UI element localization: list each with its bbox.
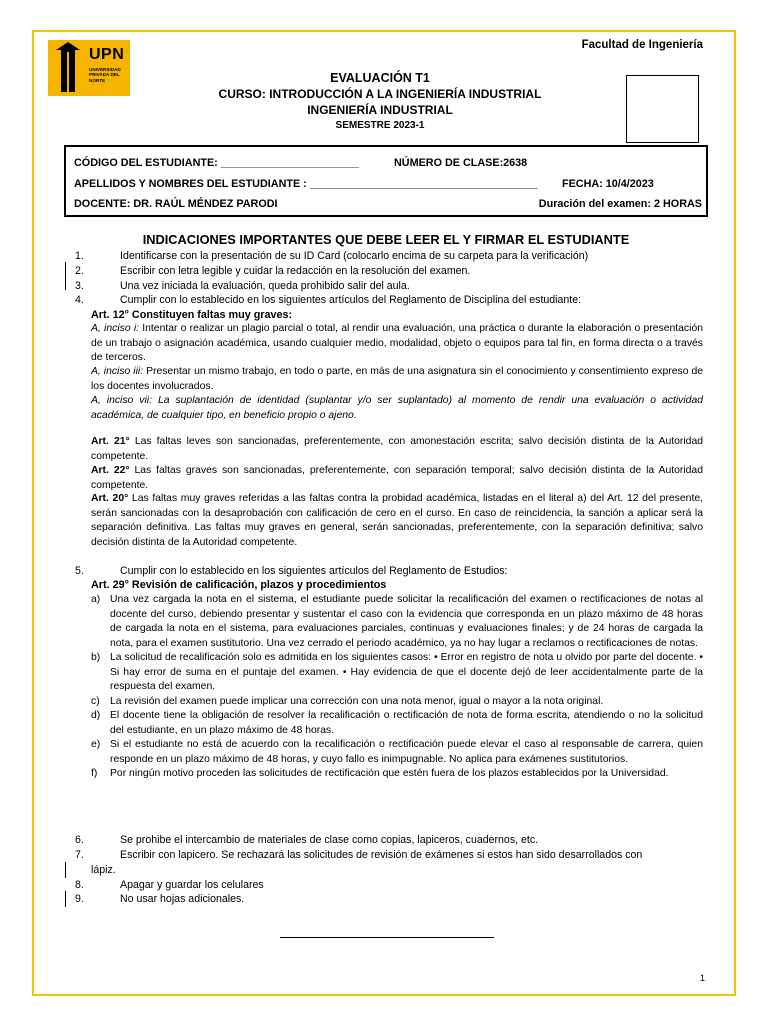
exam-date: FECHA: 10/4/2023 [562,178,654,190]
art22-text: Art. 22° Las faltas graves son sancionadas, preferentemente, con separación temporal; salvo decisión distinta de la Autoridad competente. [91,465,703,491]
revision-mark [65,891,66,907]
revision-mark [65,262,66,290]
revision-mark [65,862,66,878]
program-title: INGENIERÍA INDUSTRIAL [307,103,453,117]
item-text: Cumplir con lo establecido en los siguientes artículos del Reglamento de Disciplina del estudiante: [120,294,582,306]
item-number: 9. [75,893,84,905]
item-number: 4. [75,294,84,306]
course-title: CURSO: INTRODUCCIÓN A LA INGENIERÍA INDUSTRIAL [218,87,542,101]
item-number: 1. [75,250,84,262]
art12-heading: Art. 12° Constituyen faltas muy graves: [91,309,293,321]
student-code-field[interactable]: CÓDIGO DEL ESTUDIANTE: _______________________ [74,157,359,169]
item-text: Se prohibe el intercambio de materiales de clase como copias, lapiceros, cuadernos, etc. [120,834,539,846]
exam-duration: Duración del examen: 2 HORAS [538,198,702,210]
logo-brand: UPN [89,46,125,63]
art12-inciso-i: A, inciso i: Intentar o realizar un plagio parcial o total, al rendir una evaluación, una práctica o durante la elaboración o presentación de un trabajo o asignación académica, usando cualquier medio, modalidad, objeto o equipos para tal fin, en forma directa o a través de terceros. [91,323,703,363]
item-text: Escribir con letra legible y cuidar la redacción en la resolución del examen. [120,265,471,277]
item-number: 8. [75,879,84,891]
list-item: a) Una vez cargada la nota en el sistema, el estudiante puede solicitar la recalificación del examen o rectificaciones de notas al docente del curso, debiendo presentar y sustentar el caso con la evidencia que corresponda en un plazo máximo de 48 horas de cargada la nota en el sistema, para evaluaciones parciales, continuas y evaluaciones finales; y de 24 horas de cargada la nota, para el examen sustitutorio. Una vez cerrado el periodo académico, ya no hay lugar a reclamos o rectificaciones de notas. [91,594,703,649]
torch-icon [48,40,88,96]
item-number: 5. [75,565,84,577]
list-item: b) La solicitud de recalificación solo es admitida en los siguientes casos: • Error en registro de nota u olvido por parte del docente. • Si hay error de suma en el puntaje del examen. • Hay evidencia de que el docente dejó de leer accidentalmente parte de la respuesta del examen. [91,652,703,692]
signature-line[interactable] [280,937,494,938]
item-text: Identificarse con la presentación de su ID Card (colocarlo encima de su carpeta para la verificación) [120,250,589,262]
page-number: 1 [700,973,706,983]
item-text: Escribir con lapicero. Se rechazará las solicitudes de revisión de exámenes si estos han sido desarrollados con [120,849,643,861]
art29-heading: Art. 29° Revisión de calificación, plazos y procedimientos [91,579,387,591]
instructions-title: INDICACIONES IMPORTANTES QUE DEBE LEER EL Y FIRMAR EL ESTUDIANTE [142,232,630,247]
art20-text: Art. 20° Las faltas muy graves referidas a las faltas contra la probidad académica, listadas en el literal a) del Art. 12 del presente, serán sancionadas con la desaprobación con calificación de cero en el curso. En caso de reincidencia, la sanción a aplicar será la separación definitiva. Las faltas muy graves en general, serán sancionadas, preferentemente, con la separación definitiva; salvo decisión distinta de la Autoridad competente. [91,493,703,548]
list-item: c) La revisión del examen puede implicar una corrección con una nota menor, igual o mayor a la nota original. [91,695,604,707]
item-text: No usar hojas adicionales. [120,893,245,905]
item-text: Una vez iniciada la evaluación, queda prohibido salir del aula. [120,280,410,292]
faculty-label: Facultad de Ingeniería [581,39,703,51]
item-number: 3. [75,280,84,292]
art12-inciso-iii: A, inciso iii: Presentar un mismo trabajo, en todo o parte, en más de una asignatura sin el conocimiento y consentimiento expreso de los docentes involucrados. [91,366,704,392]
teacher-name: DOCENTE: DR. RAÚL MÉNDEZ PARODI [74,198,278,210]
list-item: d) El docente tiene la obligación de resolver la recalificación o rectificación de nota de forma escrita, atendiendo o no la solicitud del estudiante, en un plazo máximo de 48 horas. [91,710,703,736]
item-number: 2. [75,265,84,277]
item-number: 7. [75,849,84,861]
item-text: Apagar y guardar los celulares [120,879,264,891]
logo-subtext: UNIVERSIDAD PRIVADA DEL NORTE [89,67,121,83]
student-name-field[interactable]: APELLIDOS Y NOMBRES DEL ESTUDIANTE : ______________________________________ [74,178,538,190]
list-item: f) Por ningún motivo proceden las solicitudes de rectificación que estén fuera de los plazos establecidos por la Universidad. [91,768,669,779]
upn-logo [48,40,130,96]
art21-text: Art. 21° Las faltas leves son sancionadas, preferentemente, con amonestación escrita; salvo decisión distinta de la Autoridad competente. [91,436,703,462]
item-text-continued: lápiz. [91,864,116,876]
art29-list [91,593,703,782]
item-number: 6. [75,834,84,846]
document-titles [180,70,580,133]
list-item: e) Si el estudiante no está de acuerdo con la recalificación o rectificación puede elevar el caso al responsable de carrera, quien responde en un plazo máximo de 48 horas, y cuyo fallo es inimpugnable. No aplica para exámenes sustitutorios. [91,739,703,765]
grade-box [626,75,699,143]
student-info-box [64,145,708,217]
exam-title: EVALUACIÓN T1 [330,71,430,85]
art12-inciso-vii: A, inciso vii: La suplantación de identidad (suplantar y/o ser suplantado) al momento de rendir una evaluación o actividad académica, de cualquier tipo, en beneficio propio o ajeno. [91,395,703,421]
semester-title: SEMESTRE 2023-1 [335,120,425,131]
class-number: NÚMERO DE CLASE:2638 [394,157,528,169]
item-text: Cumplir con lo establecido en los siguientes artículos del Reglamento de Estudios: [120,565,508,577]
